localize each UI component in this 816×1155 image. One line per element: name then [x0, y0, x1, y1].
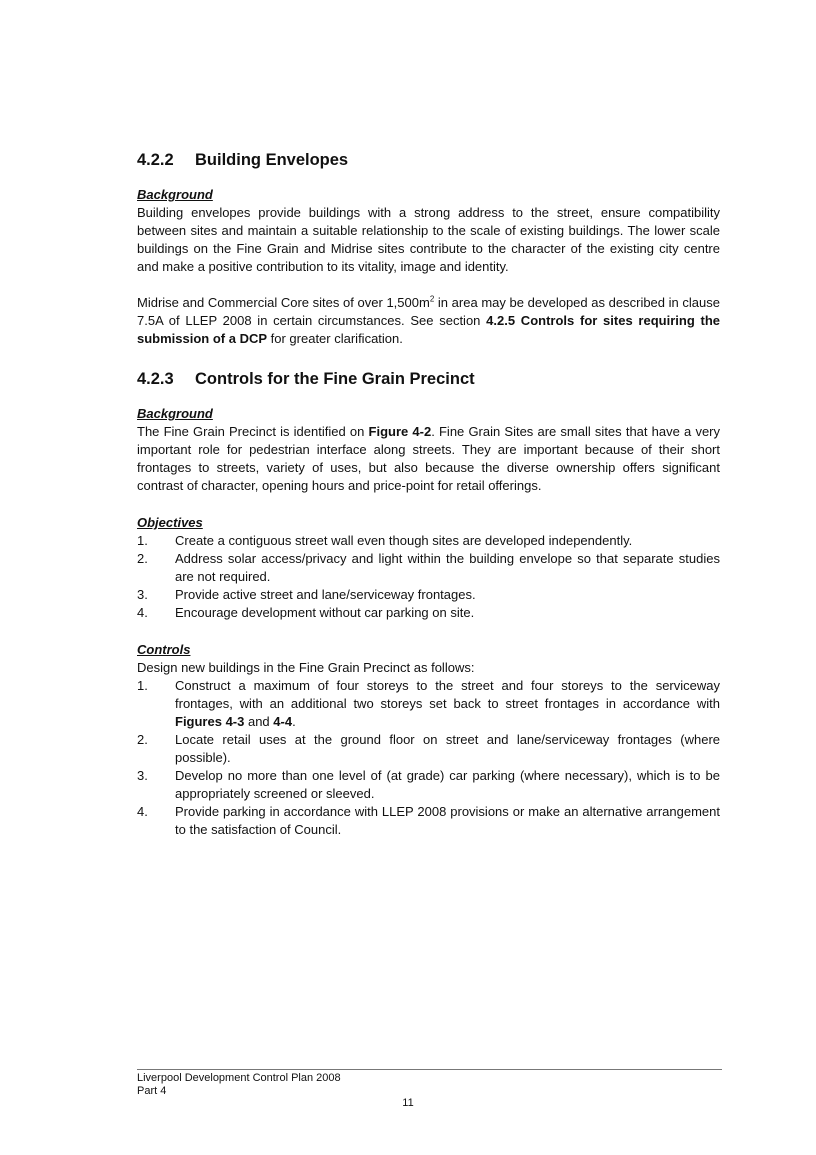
list-item: 4. Provide parking in accordance with LLEP 2008 provisions or make an alternative arrangement to the satisfaction of Council.	[137, 804, 720, 837]
footer-divider	[137, 1069, 722, 1070]
objectives-heading: Objectives	[137, 515, 203, 530]
list-item: 3. Provide active street and lane/serviceway frontages.	[137, 587, 476, 602]
fine-grain-paragraph: The Fine Grain Precinct is identified on Figure 4-2. Fine Grain Sites are small sites that have a very important role for pedestrian interface along streets. They are important because of their short frontages to streets, variety of uses, but also because the diverse ownership offers significant contrast of character, opening hours and price-point for retail offerings.	[137, 424, 721, 493]
building-envelopes-paragraph: Building envelopes provide buildings with a strong address to the street, ensure compatibility between sites and maintain a suitable relationship to the scale of existing buildings. The lower scale buildings on the Fine Grain and Midrise sites contribute to the character of the existing city centre and make a positive contribution to its vitality, image and identity.	[137, 205, 720, 274]
section-title: Building Envelopes	[195, 151, 349, 169]
controls-list	[137, 677, 720, 839]
background-heading-1: Background	[137, 187, 213, 202]
section-title: Controls for the Fine Grain Precinct	[195, 370, 475, 388]
footer-part: Part 4	[137, 1085, 167, 1097]
list-item: 2. Locate retail uses at the ground floor on street and lane/serviceway frontages (where possible).	[137, 732, 720, 765]
list-item: 3. Develop no more than one level of (at grade) car parking (where necessary), which is to be appropriately screened or sleeved.	[137, 768, 720, 801]
list-item: 1. Create a contiguous street wall even though sites are developed independently.	[137, 533, 633, 548]
controls-heading: Controls	[137, 642, 191, 657]
footer	[137, 1072, 341, 1098]
footer-document-title: Liverpool Development Control Plan 2008	[137, 1072, 341, 1084]
objectives-list	[137, 532, 720, 622]
midrise-paragraph: Midrise and Commercial Core sites of over $1,500m^2$ in area may be developed as described in clause 7.5A of LLEP 2008 in certain circumstances. See section 4.2.5 Controls for sites requiring the submission of a DCP for greater clarification.	[137, 294, 720, 346]
section-heading-4-2-3	[137, 369, 475, 389]
figure-reference: Figure 4-2	[368, 424, 432, 439]
dcp-section-reference: 4.2.5 Controls for sites requiring the submission of a DCP	[137, 313, 720, 346]
list-item: 2. Address solar access/privacy and light within the building envelope so that separate studies are not required.	[137, 551, 720, 584]
list-item: 1. Construct a maximum of four storeys to the street and four storeys to the serviceway frontages, with an additional two storeys set back to street frontages in accordance with Figures 4-3 and 4-4.	[137, 678, 720, 729]
section-number: 4.2.3	[137, 370, 174, 388]
section-heading-4-2-2	[137, 150, 348, 170]
background-heading-2: Background	[137, 406, 213, 421]
controls-intro: Design new buildings in the Fine Grain Precinct as follows:	[137, 660, 475, 675]
list-item: 4. Encourage development without car parking on site.	[137, 605, 475, 620]
section-number: 4.2.2	[137, 151, 174, 169]
page-number: 11	[402, 1097, 414, 1109]
